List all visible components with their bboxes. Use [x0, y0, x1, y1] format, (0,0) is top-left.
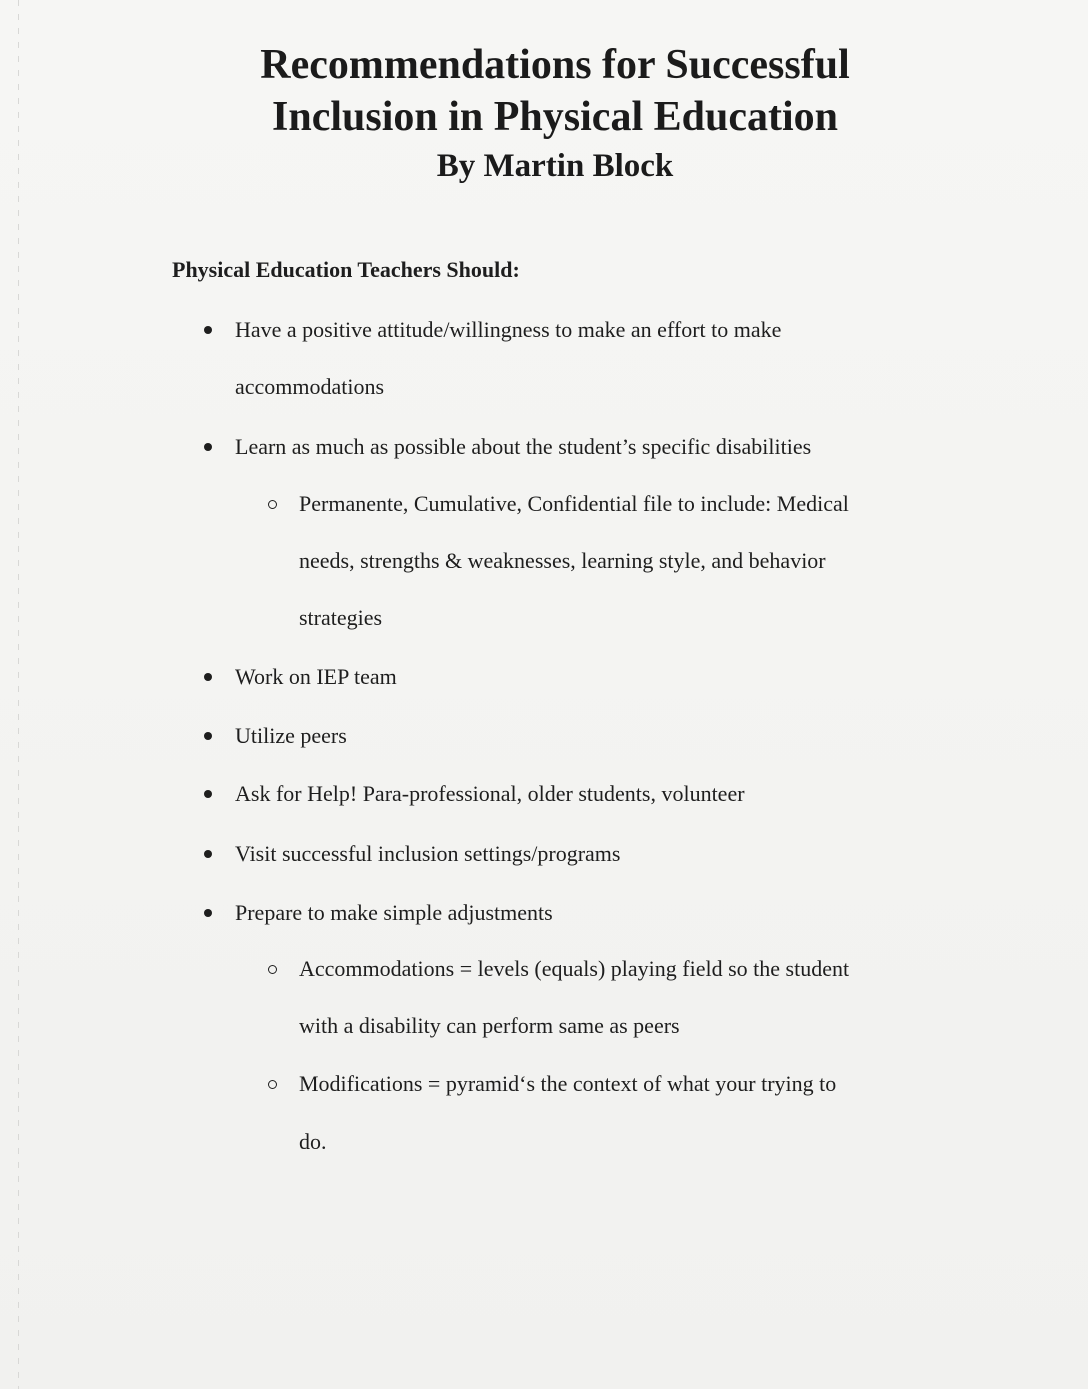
sub-item-modifications-cont: do.	[299, 1129, 327, 1154]
sub-item-confidential-file: Permanente, Cumulative, Confidential file to include: Medical	[299, 491, 849, 516]
list-item-positive-attitude-cont: accommodations	[235, 374, 385, 399]
list-item-utilize-peers: Utilize peers	[235, 723, 347, 748]
list-item-learn-disabilities: Learn as much as possible about the student’s specific disabilities	[235, 434, 812, 459]
sub-bullet-icon	[268, 500, 277, 509]
bullet-icon	[204, 790, 212, 798]
author-line: By Martin Block	[436, 148, 674, 184]
bullet-icon	[204, 850, 212, 858]
bullet-icon	[204, 673, 212, 681]
sub-bullet-icon	[268, 1080, 277, 1089]
list-item-ask-for-help: Ask for Help! Para-professional, older students, volunteer	[235, 781, 745, 806]
list-item-visit-settings: Visit successful inclusion settings/programs	[235, 841, 621, 866]
title-line-2: Inclusion in Physical Education	[272, 94, 838, 140]
sub-item-confidential-file-cont2: strategies	[299, 605, 383, 630]
list-item-positive-attitude: Have a positive attitude/willingness to make an effort to make	[235, 317, 782, 342]
bullet-icon	[204, 732, 212, 740]
sub-item-confidential-file-cont: needs, strengths & weaknesses, learning style, and behavior	[299, 548, 826, 573]
title-line-1: Recommendations for Successful	[260, 42, 850, 88]
bullet-icon	[204, 443, 212, 451]
sub-item-accommodations-cont: with a disability can perform same as peers	[299, 1013, 680, 1038]
scan-edge	[18, 0, 19, 1389]
bullet-icon	[204, 909, 212, 917]
sub-item-accommodations: Accommodations = levels (equals) playing field so the student	[299, 956, 850, 981]
list-item-simple-adjustments: Prepare to make simple adjustments	[235, 900, 553, 925]
bullet-icon	[204, 326, 212, 334]
list-item-iep-team: Work on IEP team	[235, 664, 397, 689]
section-heading: Physical Education Teachers Should:	[172, 257, 520, 282]
sub-item-modifications: Modifications = pyramid‘s the context of what your trying to	[299, 1071, 837, 1096]
sub-bullet-icon	[268, 965, 277, 974]
